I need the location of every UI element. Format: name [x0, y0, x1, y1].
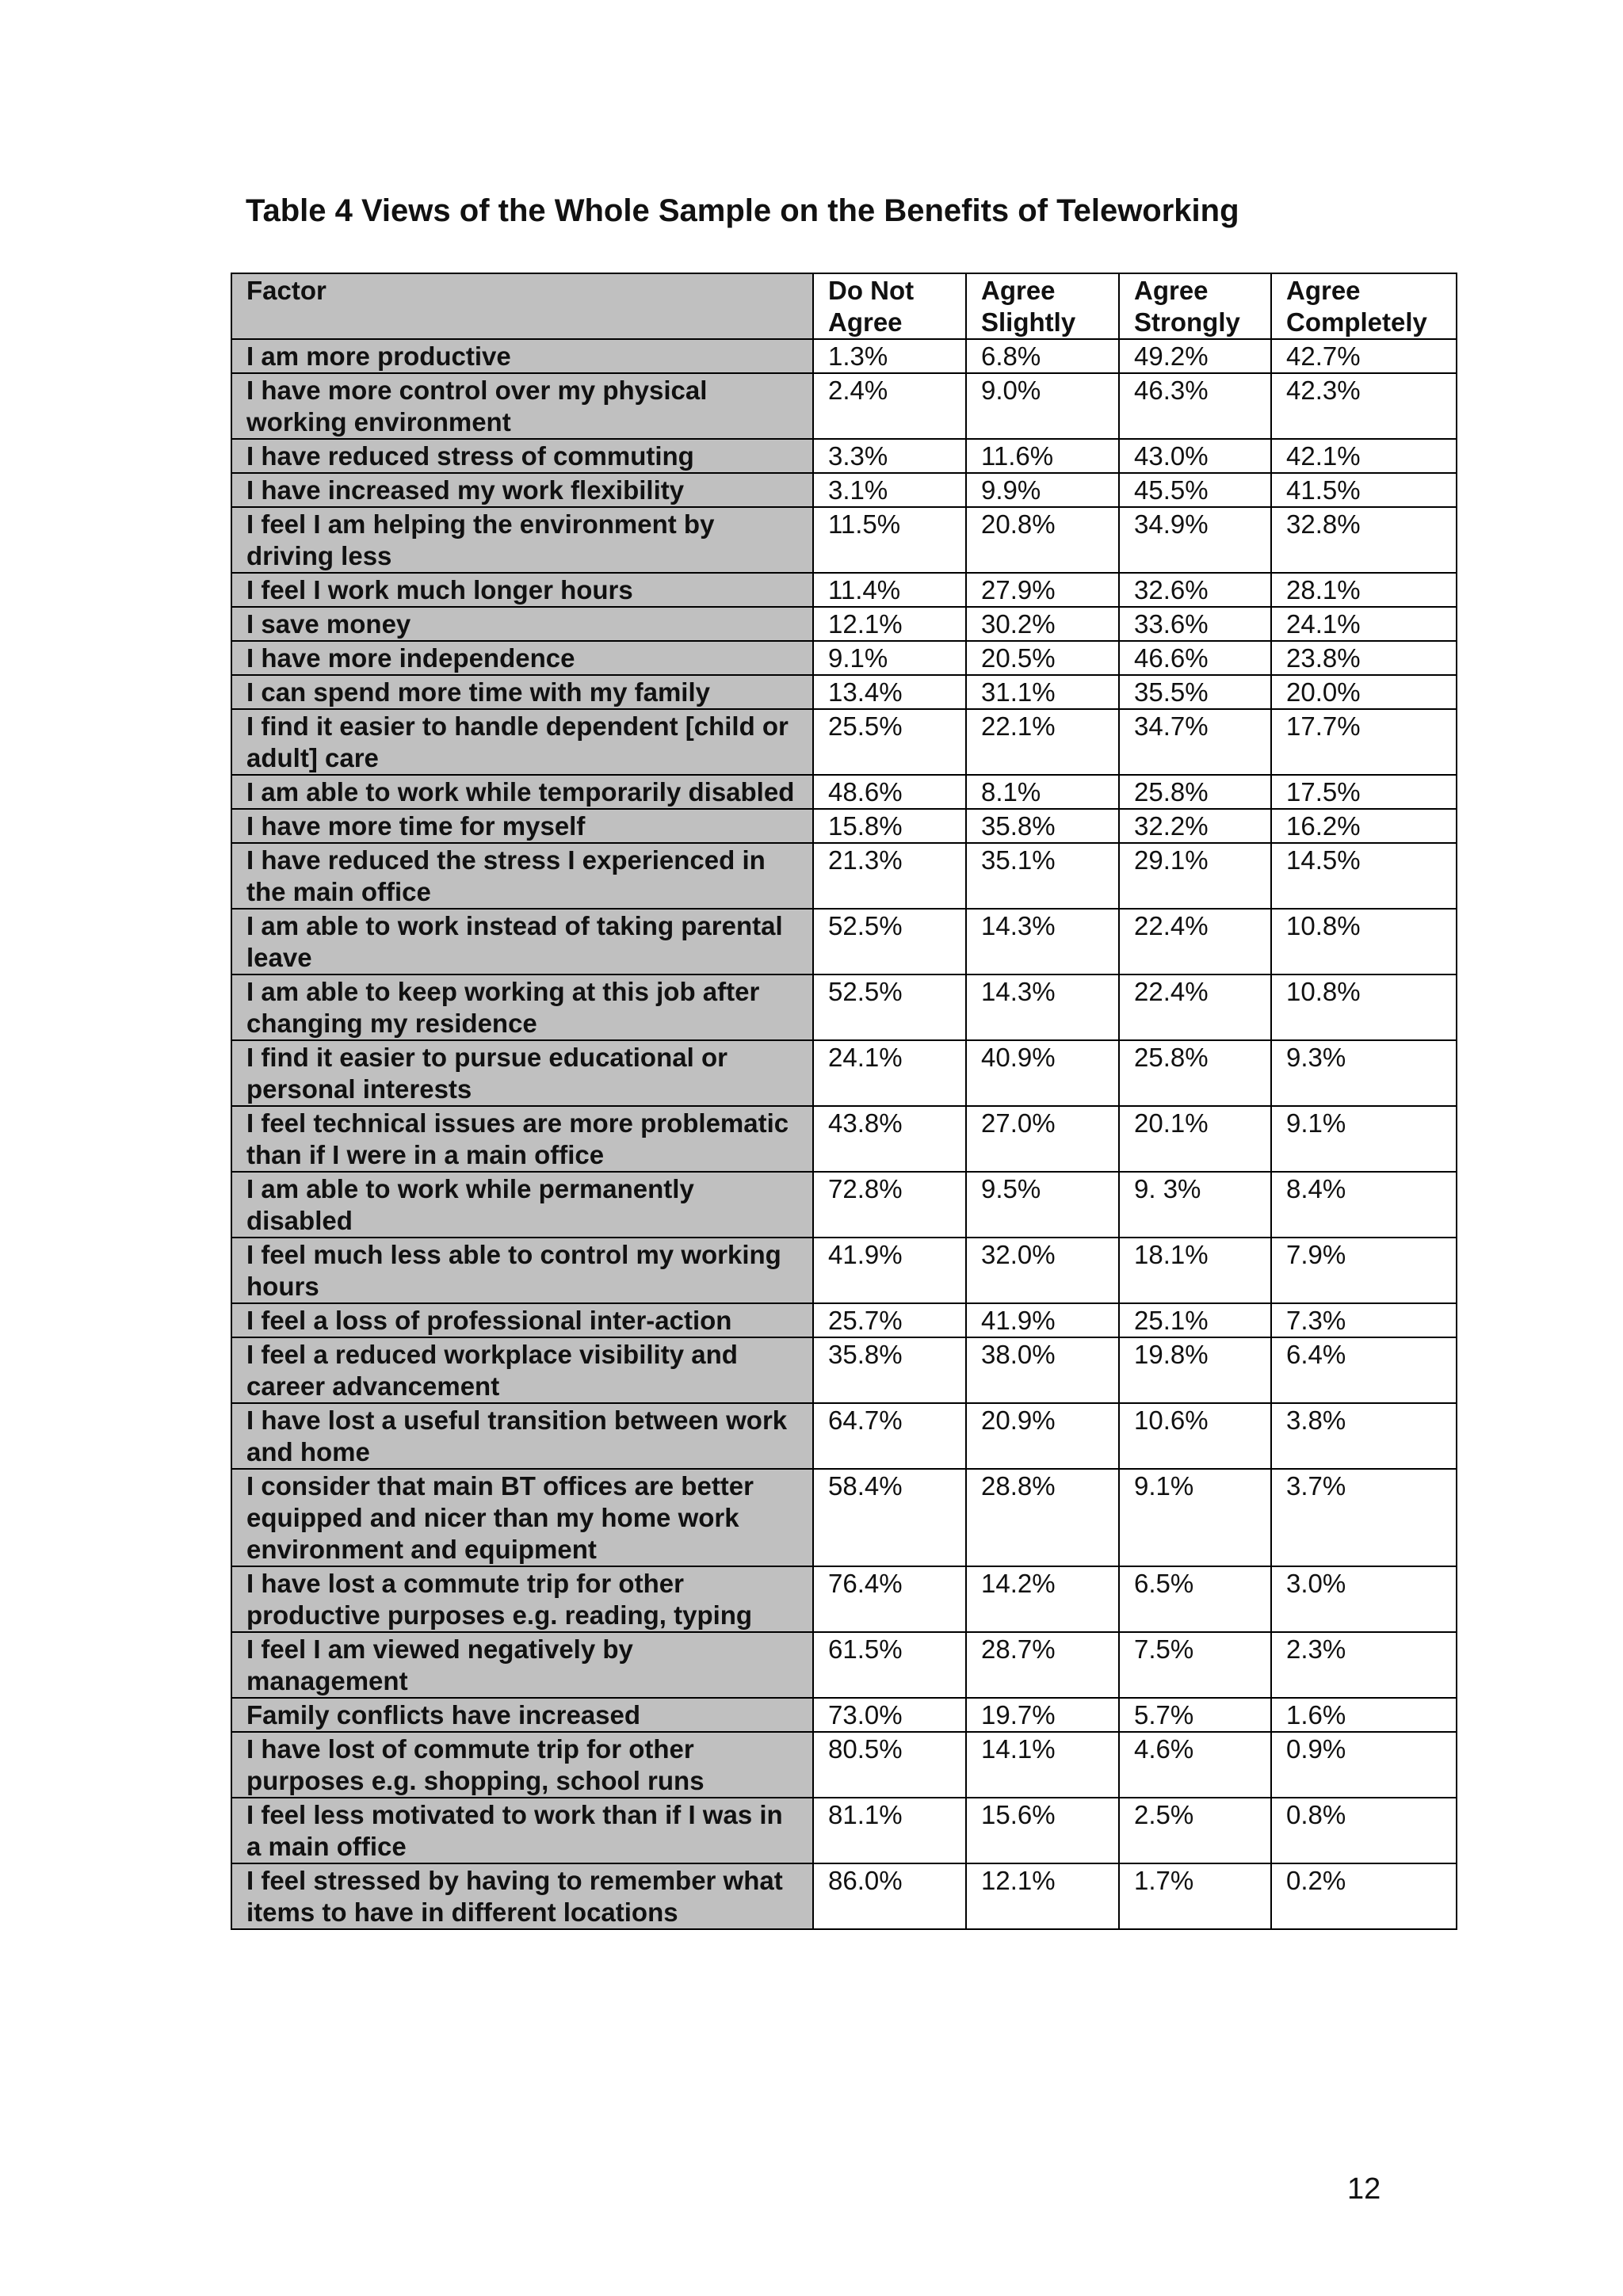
- factor-cell: I feel less motivated to work than if I was in a main office: [231, 1798, 813, 1863]
- agree-slightly-cell: 14.3%: [966, 974, 1119, 1040]
- factor-cell: I am able to work while permanently disabled: [231, 1172, 813, 1238]
- table-row: [231, 1798, 1457, 1863]
- do-not-agree-cell: 43.8%: [813, 1106, 966, 1172]
- agree-strongly-cell: 22.4%: [1119, 974, 1271, 1040]
- agree-completely-cell: 23.8%: [1271, 641, 1457, 675]
- do-not-agree-cell: 3.3%: [813, 439, 966, 473]
- do-not-agree-cell: 15.8%: [813, 809, 966, 843]
- agree-slightly-cell: 8.1%: [966, 775, 1119, 809]
- do-not-agree-cell: 41.9%: [813, 1238, 966, 1303]
- agree-slightly-cell: 14.2%: [966, 1566, 1119, 1632]
- do-not-agree-cell: 11.5%: [813, 507, 966, 573]
- do-not-agree-cell: 21.3%: [813, 843, 966, 909]
- do-not-agree-cell: 3.1%: [813, 473, 966, 507]
- agree-strongly-cell: 6.5%: [1119, 1566, 1271, 1632]
- factor-cell: I feel much less able to control my working hours: [231, 1238, 813, 1303]
- agree-completely-cell: 28.1%: [1271, 573, 1457, 607]
- page-number: 12: [1347, 2172, 1381, 2206]
- factor-cell: I have reduced the stress I experienced in the main office: [231, 843, 813, 909]
- factor-cell: I am more productive: [231, 339, 813, 373]
- do-not-agree-cell: 9.1%: [813, 641, 966, 675]
- agree-slightly-cell: 9.5%: [966, 1172, 1119, 1238]
- factor-cell: I have more time for myself: [231, 809, 813, 843]
- do-not-agree-cell: 11.4%: [813, 573, 966, 607]
- agree-slightly-cell: 20.5%: [966, 641, 1119, 675]
- do-not-agree-cell: 48.6%: [813, 775, 966, 809]
- agree-completely-cell: 3.7%: [1271, 1469, 1457, 1566]
- table-row: [231, 507, 1457, 573]
- table-row: [231, 1566, 1457, 1632]
- factor-cell: I have lost a useful transition between work and home: [231, 1403, 813, 1469]
- table-row: [231, 607, 1457, 641]
- agree-completely-cell: 6.4%: [1271, 1337, 1457, 1403]
- do-not-agree-cell: 73.0%: [813, 1698, 966, 1732]
- agree-completely-cell: 42.3%: [1271, 373, 1457, 439]
- factor-cell: I find it easier to pursue educational or personal interests: [231, 1040, 813, 1106]
- agree-completely-cell: 7.9%: [1271, 1238, 1457, 1303]
- do-not-agree-cell: 35.8%: [813, 1337, 966, 1403]
- table-row: [231, 1303, 1457, 1337]
- agree-completely-cell: 41.5%: [1271, 473, 1457, 507]
- agree-strongly-cell: 4.6%: [1119, 1732, 1271, 1798]
- agree-slightly-cell: 40.9%: [966, 1040, 1119, 1106]
- factor-cell: I find it easier to handle dependent [child or adult] care: [231, 709, 813, 775]
- table-row: [231, 439, 1457, 473]
- table-row: [231, 709, 1457, 775]
- factor-cell: I feel stressed by having to remember what items to have in different locations: [231, 1863, 813, 1929]
- header-agree-completely: Agree Completely: [1271, 273, 1457, 339]
- do-not-agree-cell: 76.4%: [813, 1566, 966, 1632]
- agree-slightly-cell: 9.9%: [966, 473, 1119, 507]
- do-not-agree-cell: 81.1%: [813, 1798, 966, 1863]
- table-title: Table 4 Views of the Whole Sample on the Benefits of Teleworking: [246, 193, 1239, 228]
- do-not-agree-cell: 72.8%: [813, 1172, 966, 1238]
- agree-completely-cell: 17.7%: [1271, 709, 1457, 775]
- agree-strongly-cell: 10.6%: [1119, 1403, 1271, 1469]
- table-row: [231, 339, 1457, 373]
- agree-strongly-cell: 32.6%: [1119, 573, 1271, 607]
- agree-completely-cell: 10.8%: [1271, 909, 1457, 974]
- agree-completely-cell: 16.2%: [1271, 809, 1457, 843]
- factor-cell: I am able to work instead of taking parental leave: [231, 909, 813, 974]
- agree-strongly-cell: 49.2%: [1119, 339, 1271, 373]
- table-row: [231, 1238, 1457, 1303]
- table-row: [231, 641, 1457, 675]
- agree-strongly-cell: 43.0%: [1119, 439, 1271, 473]
- table-row: [231, 775, 1457, 809]
- agree-completely-cell: 14.5%: [1271, 843, 1457, 909]
- agree-slightly-cell: 30.2%: [966, 607, 1119, 641]
- agree-strongly-cell: 33.6%: [1119, 607, 1271, 641]
- agree-completely-cell: 17.5%: [1271, 775, 1457, 809]
- table-row: [231, 1040, 1457, 1106]
- agree-strongly-cell: 25.8%: [1119, 1040, 1271, 1106]
- agree-completely-cell: 9.1%: [1271, 1106, 1457, 1172]
- factor-cell: I have more independence: [231, 641, 813, 675]
- table-row: [231, 809, 1457, 843]
- table-row: [231, 1863, 1457, 1929]
- do-not-agree-cell: 80.5%: [813, 1732, 966, 1798]
- factor-cell: I feel I am helping the environment by driving less: [231, 507, 813, 573]
- table-row: [231, 675, 1457, 709]
- factor-cell: I have lost a commute trip for other productive purposes e.g. reading, typing: [231, 1566, 813, 1632]
- factor-cell: I am able to keep working at this job after changing my residence: [231, 974, 813, 1040]
- do-not-agree-cell: 52.5%: [813, 909, 966, 974]
- agree-completely-cell: 0.8%: [1271, 1798, 1457, 1863]
- agree-strongly-cell: 32.2%: [1119, 809, 1271, 843]
- agree-slightly-cell: 38.0%: [966, 1337, 1119, 1403]
- table-row: [231, 473, 1457, 507]
- agree-strongly-cell: 25.1%: [1119, 1303, 1271, 1337]
- agree-completely-cell: 20.0%: [1271, 675, 1457, 709]
- table-row: [231, 974, 1457, 1040]
- agree-completely-cell: 42.1%: [1271, 439, 1457, 473]
- factor-cell: I have increased my work flexibility: [231, 473, 813, 507]
- agree-strongly-cell: 9. 3%: [1119, 1172, 1271, 1238]
- agree-slightly-cell: 28.7%: [966, 1632, 1119, 1698]
- agree-strongly-cell: 2.5%: [1119, 1798, 1271, 1863]
- agree-slightly-cell: 41.9%: [966, 1303, 1119, 1337]
- do-not-agree-cell: 12.1%: [813, 607, 966, 641]
- agree-strongly-cell: 34.9%: [1119, 507, 1271, 573]
- agree-completely-cell: 24.1%: [1271, 607, 1457, 641]
- agree-completely-cell: 3.8%: [1271, 1403, 1457, 1469]
- factor-cell: I feel a reduced workplace visibility and career advancement: [231, 1337, 813, 1403]
- agree-strongly-cell: 18.1%: [1119, 1238, 1271, 1303]
- factor-cell: I have lost of commute trip for other purposes e.g. shopping, school runs: [231, 1732, 813, 1798]
- agree-completely-cell: 0.9%: [1271, 1732, 1457, 1798]
- table-row: [231, 909, 1457, 974]
- table-row: [231, 843, 1457, 909]
- do-not-agree-cell: 24.1%: [813, 1040, 966, 1106]
- table-row: [231, 573, 1457, 607]
- benefits-table: [231, 273, 1457, 1930]
- factor-cell: I save money: [231, 607, 813, 641]
- agree-completely-cell: 2.3%: [1271, 1632, 1457, 1698]
- agree-completely-cell: 42.7%: [1271, 339, 1457, 373]
- header-factor: Factor: [231, 273, 813, 339]
- agree-strongly-cell: 35.5%: [1119, 675, 1271, 709]
- agree-slightly-cell: 27.9%: [966, 573, 1119, 607]
- header-do-not-agree: Do Not Agree: [813, 273, 966, 339]
- factor-cell: I feel a loss of professional inter-action: [231, 1303, 813, 1337]
- factor-cell: I feel I am viewed negatively by management: [231, 1632, 813, 1698]
- factor-cell: I have more control over my physical working environment: [231, 373, 813, 439]
- agree-strongly-cell: 9.1%: [1119, 1469, 1271, 1566]
- agree-slightly-cell: 14.1%: [966, 1732, 1119, 1798]
- table-row: [231, 1337, 1457, 1403]
- do-not-agree-cell: 13.4%: [813, 675, 966, 709]
- agree-slightly-cell: 11.6%: [966, 439, 1119, 473]
- do-not-agree-cell: 52.5%: [813, 974, 966, 1040]
- factor-cell: I am able to work while temporarily disabled: [231, 775, 813, 809]
- factor-cell: I consider that main BT offices are better equipped and nicer than my home work environment and equipment: [231, 1469, 813, 1566]
- agree-strongly-cell: 20.1%: [1119, 1106, 1271, 1172]
- factor-cell: I can spend more time with my family: [231, 675, 813, 709]
- do-not-agree-cell: 25.7%: [813, 1303, 966, 1337]
- factor-cell: I feel I work much longer hours: [231, 573, 813, 607]
- table-header: [231, 273, 1457, 339]
- agree-strongly-cell: 46.3%: [1119, 373, 1271, 439]
- table-row: [231, 373, 1457, 439]
- table-row: [231, 1698, 1457, 1732]
- agree-strongly-cell: 45.5%: [1119, 473, 1271, 507]
- table-row: [231, 1106, 1457, 1172]
- agree-slightly-cell: 22.1%: [966, 709, 1119, 775]
- agree-slightly-cell: 28.8%: [966, 1469, 1119, 1566]
- agree-strongly-cell: 22.4%: [1119, 909, 1271, 974]
- do-not-agree-cell: 58.4%: [813, 1469, 966, 1566]
- agree-strongly-cell: 5.7%: [1119, 1698, 1271, 1732]
- do-not-agree-cell: 1.3%: [813, 339, 966, 373]
- table-row: [231, 1469, 1457, 1566]
- do-not-agree-cell: 61.5%: [813, 1632, 966, 1698]
- do-not-agree-cell: 64.7%: [813, 1403, 966, 1469]
- factor-cell: I have reduced stress of commuting: [231, 439, 813, 473]
- agree-slightly-cell: 27.0%: [966, 1106, 1119, 1172]
- table-row: [231, 1403, 1457, 1469]
- do-not-agree-cell: 2.4%: [813, 373, 966, 439]
- agree-strongly-cell: 19.8%: [1119, 1337, 1271, 1403]
- table-body: [231, 339, 1457, 1929]
- header-row: [231, 273, 1457, 339]
- table-row: [231, 1732, 1457, 1798]
- do-not-agree-cell: 86.0%: [813, 1863, 966, 1929]
- table-row: [231, 1172, 1457, 1238]
- factor-cell: I feel technical issues are more problematic than if I were in a main office: [231, 1106, 813, 1172]
- header-agree-strongly: Agree Strongly: [1119, 273, 1271, 339]
- agree-slightly-cell: 12.1%: [966, 1863, 1119, 1929]
- agree-completely-cell: 10.8%: [1271, 974, 1457, 1040]
- agree-completely-cell: 7.3%: [1271, 1303, 1457, 1337]
- agree-slightly-cell: 19.7%: [966, 1698, 1119, 1732]
- agree-completely-cell: 1.6%: [1271, 1698, 1457, 1732]
- agree-slightly-cell: 20.8%: [966, 507, 1119, 573]
- agree-slightly-cell: 35.1%: [966, 843, 1119, 909]
- agree-strongly-cell: 7.5%: [1119, 1632, 1271, 1698]
- agree-slightly-cell: 35.8%: [966, 809, 1119, 843]
- agree-completely-cell: 9.3%: [1271, 1040, 1457, 1106]
- agree-completely-cell: 0.2%: [1271, 1863, 1457, 1929]
- agree-strongly-cell: 1.7%: [1119, 1863, 1271, 1929]
- agree-strongly-cell: 46.6%: [1119, 641, 1271, 675]
- agree-slightly-cell: 20.9%: [966, 1403, 1119, 1469]
- agree-slightly-cell: 6.8%: [966, 339, 1119, 373]
- agree-completely-cell: 8.4%: [1271, 1172, 1457, 1238]
- table-row: [231, 1632, 1457, 1698]
- agree-completely-cell: 32.8%: [1271, 507, 1457, 573]
- agree-strongly-cell: 29.1%: [1119, 843, 1271, 909]
- header-agree-slightly: Agree Slightly: [966, 273, 1119, 339]
- agree-strongly-cell: 25.8%: [1119, 775, 1271, 809]
- agree-strongly-cell: 34.7%: [1119, 709, 1271, 775]
- agree-completely-cell: 3.0%: [1271, 1566, 1457, 1632]
- agree-slightly-cell: 15.6%: [966, 1798, 1119, 1863]
- agree-slightly-cell: 9.0%: [966, 373, 1119, 439]
- agree-slightly-cell: 31.1%: [966, 675, 1119, 709]
- do-not-agree-cell: 25.5%: [813, 709, 966, 775]
- factor-cell: Family conflicts have increased: [231, 1698, 813, 1732]
- agree-slightly-cell: 32.0%: [966, 1238, 1119, 1303]
- agree-slightly-cell: 14.3%: [966, 909, 1119, 974]
